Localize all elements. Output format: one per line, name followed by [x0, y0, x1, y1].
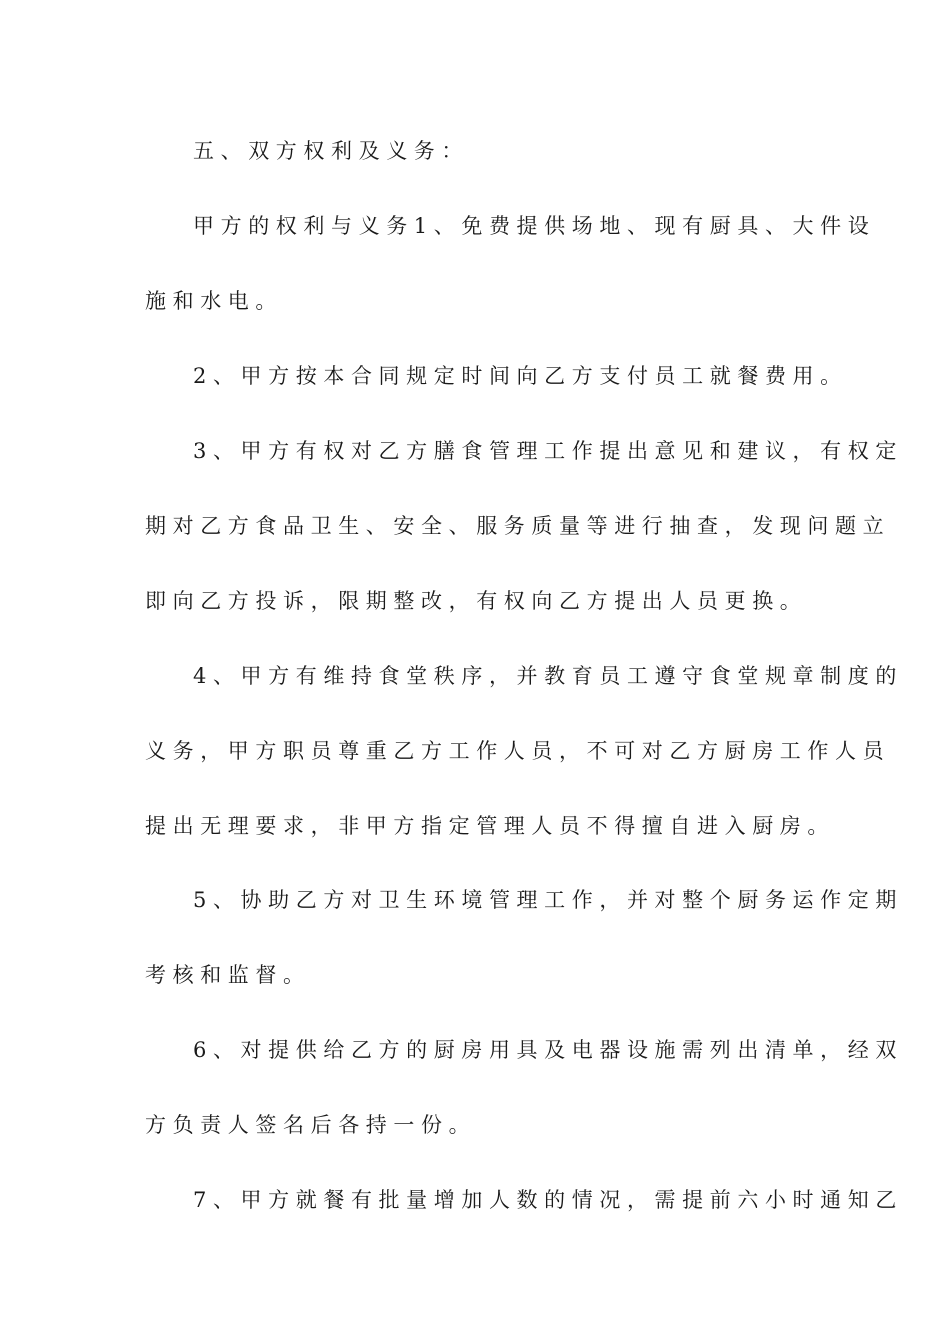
paragraph-line: 期对乙方食品卫生、安全、服务质量等进行抽查，发现问题立: [145, 514, 891, 538]
paragraph-line: 考核和监督。: [145, 963, 311, 987]
paragraph-line: 即向乙方投诉，限期整改，有权向乙方提出人员更换。: [145, 589, 808, 613]
paragraph-line: 甲方的权利与义务1、免费提供场地、现有厨具、大件设: [193, 214, 876, 238]
paragraph-line: 3、甲方有权对乙方膳食管理工作提出意见和建议，有权定: [193, 439, 903, 463]
paragraph-line: 4、甲方有维持食堂秩序，并教育员工遵守食堂规章制度的: [193, 664, 903, 688]
paragraph-line: 方负责人签名后各持一份。: [145, 1113, 477, 1137]
paragraph-line: 施和水电。: [145, 289, 283, 313]
paragraph-line: 5、协助乙方对卫生环境管理工作，并对整个厨务运作定期: [193, 888, 903, 912]
paragraph-line: 6、对提供给乙方的厨房用具及电器设施需列出清单，经双: [193, 1038, 903, 1062]
paragraph-line: 义务，甲方职员尊重乙方工作人员，不可对乙方厨房工作人员: [145, 739, 891, 763]
section-heading: 五、双方权利及义务：: [193, 139, 469, 163]
paragraph-line: 2、甲方按本合同规定时间向乙方支付员工就餐费用。: [193, 364, 848, 388]
paragraph-line: 提出无理要求，非甲方指定管理人员不得擅自进入厨房。: [145, 814, 835, 838]
paragraph-line: 7、甲方就餐有批量增加人数的情况，需提前六小时通知乙: [193, 1188, 903, 1212]
